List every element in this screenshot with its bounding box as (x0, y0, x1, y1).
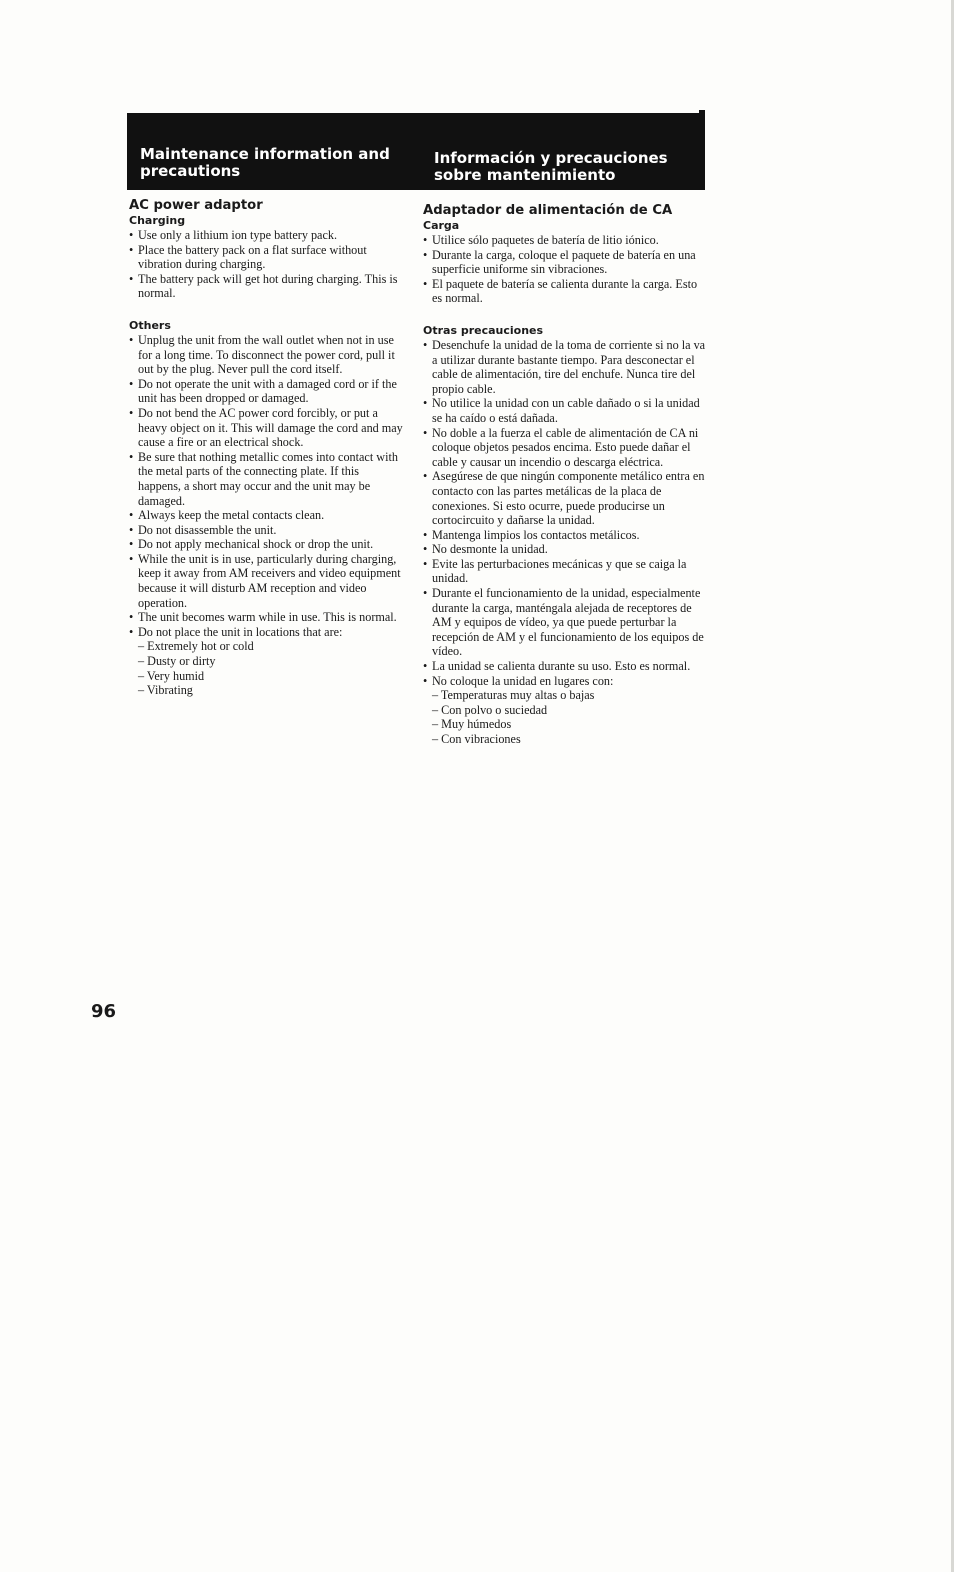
charging-list (129, 228, 404, 301)
list-item: • No desmonte la unidad. (423, 542, 707, 557)
page-number: 96 (91, 1001, 117, 1022)
list-item: – Dusty or dirty (138, 654, 216, 669)
section-title: AC power adaptor (129, 198, 263, 213)
others-list (423, 338, 707, 688)
header-title-english: Maintenance information and precautions (140, 145, 390, 180)
others-title: Others (129, 318, 171, 332)
list-item: • Do not apply mechanical shock or drop the unit. (129, 537, 404, 552)
list-item: • Do not place the unit in locations that are: (129, 625, 404, 640)
list-item: • Do not disassemble the unit. (129, 523, 404, 538)
locations-list (423, 688, 707, 746)
list-item: • Be sure that nothing metallic comes into contact with the metal parts of the connecting plate. If this happens, a short may occur and the unit may be damaged. (129, 450, 404, 508)
list-item: • Desenchufe la unidad de la toma de corriente si no la va a utilizar durante bastante tiempo. Para desconectar el cable de alimentación, tire del enchufe. Nunca tire del propio cable. (423, 338, 707, 396)
list-item: • No doble a la fuerza el cable de alimentación de CA ni coloque objetos pesados encima. Esto puede dañar el cable y causar un incendio o descarga eléctrica. (423, 426, 707, 470)
section-title: Adaptador de alimentación de CA (423, 203, 673, 218)
list-item: – Con polvo o suciedad (432, 702, 548, 717)
section-header-bar (127, 113, 705, 190)
list-item: • No utilice la unidad con un cable dañado o si la unidad se ha caído o está dañada. (423, 396, 707, 425)
list-item: • Evite las perturbaciones mecánicas y que se caiga la unidad. (423, 557, 707, 586)
list-item: • Utilice sólo paquetes de batería de litio iónico. (423, 233, 707, 248)
others-list (129, 333, 404, 639)
list-item: • Durante el funcionamiento de la unidad, especialmente durante la carga, manténgala alejada de receptores de AM y equipos de vídeo, ya que puede perturbar la recepción de AM y el funcionamiento de los equipos de vídeo. (423, 586, 707, 659)
list-item: • Always keep the metal contacts clean. (129, 508, 404, 523)
list-item: • The unit becomes warm while in use. This is normal. (129, 610, 404, 625)
list-item: • The battery pack will get hot during charging. This is normal. (129, 272, 404, 301)
charging-list (423, 233, 707, 306)
list-item: – Very humid (138, 668, 205, 683)
list-item: – Muy húmedos (432, 717, 512, 732)
list-item: – Temperaturas muy altas o bajas (432, 688, 595, 703)
spanish-column (423, 203, 707, 747)
locations-list (129, 639, 404, 697)
list-item: • Do not bend the AC power cord forcibly, or put a heavy object on it. This will damage the cord and may cause a fire or an electrical shock. (129, 406, 404, 450)
list-item: • Do not operate the unit with a damaged cord or if the unit has been dropped or damaged. (129, 377, 404, 406)
list-item: • Place the battery pack on a flat surface without vibration during charging. (129, 243, 404, 272)
list-item: • El paquete de batería se calienta durante la carga. Esto es normal. (423, 277, 707, 306)
header-title-spanish: Información y precauciones sobre mantenimiento (434, 149, 668, 184)
list-item: • La unidad se calienta durante su uso. Esto es normal. (423, 659, 707, 674)
list-item: • While the unit is in use, particularly during charging, keep it away from AM receivers and video equipment because it will disturb AM reception and video operation. (129, 552, 404, 610)
charging-title: Charging (129, 214, 186, 227)
list-item: – Con vibraciones (432, 732, 521, 746)
list-item: • Use only a lithium ion type battery pack. (129, 228, 404, 243)
list-item: • Durante la carga, coloque el paquete de batería en una superficie uniforme sin vibraciones. (423, 248, 707, 277)
charging-title: Carga (423, 219, 460, 232)
header-tab-mark (699, 110, 705, 120)
others-title: Otras precauciones (423, 323, 544, 337)
list-item: • Mantenga limpios los contactos metálicos. (423, 528, 707, 543)
list-item: • No coloque la unidad en lugares con: (423, 674, 707, 689)
list-item: – Extremely hot or cold (138, 639, 254, 654)
list-item: • Asegúrese de que ningún componente metálico entra en contacto con las partes metálicas de la placa de conexiones. Si esto ocurre, puede producirse un cortocircuito y dañarse la unidad. (423, 469, 707, 527)
list-item: • Unplug the unit from the wall outlet when not in use for a long time. To disconnect the power cord, pull it out by the plug. Never pull the cord itself. (129, 333, 404, 377)
english-column (129, 198, 404, 698)
list-item: – Vibrating (138, 683, 193, 698)
